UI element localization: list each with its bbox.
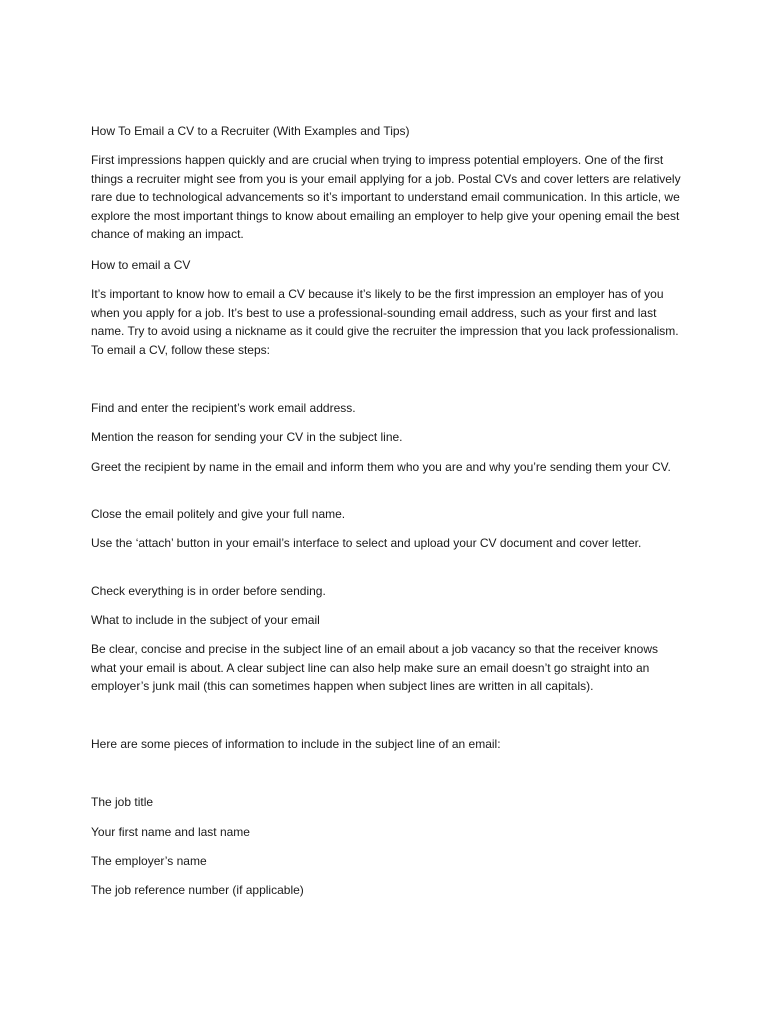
intro-paragraph: First impressions happen quickly and are crucial when trying to impress potential employers. One of the first things a recruiter might see from you is your email applying for a job. Postal CVs and cover letters are relatively rare due to technological advancements so it’s important to understand email communication. In this article, we explore the most important things to know about emailing an employer to help give your opening email the best chance of making an impact. xyxy=(91,153,681,241)
step-item: Mention the reason for sending your CV in the subject line. xyxy=(91,430,403,444)
section-heading-subject: What to include in the subject of your email xyxy=(91,613,320,627)
step-item: Use the ‘attach’ button in your email’s interface to select and upload your CV document and cover letter. xyxy=(91,536,642,550)
step-item: Greet the recipient by name in the email and inform them who you are and why you’re sending them your CV. xyxy=(91,460,671,474)
subject-lead-paragraph: Here are some pieces of information to include in the subject line of an email: xyxy=(91,737,501,751)
subject-item: The job reference number (if applicable) xyxy=(91,883,304,897)
document-title: How To Email a CV to a Recruiter (With Examples and Tips) xyxy=(91,124,410,138)
section-heading-how-to-email: How to email a CV xyxy=(91,258,191,272)
subject-paragraph: Be clear, concise and precise in the subject line of an email about a job vacancy so that the receiver knows what your email is about. A clear subject line can also help make sure an email doesn’t go straight into an employer’s junk mail (this can sometimes happen when subject lines are written in all capitals). xyxy=(91,642,658,693)
subject-item: The job title xyxy=(91,795,154,809)
subject-item: Your first name and last name xyxy=(91,825,250,839)
how-to-email-paragraph: It’s important to know how to email a CV because it’s likely to be the first impression an employer has of you when you apply for a job. It’s best to use a professional-sounding email address, such as your first and last name. Try to avoid using a nickname as it could give the recruiter the impression that you lack professionalism. To email a CV, follow these steps: xyxy=(91,287,679,357)
step-item: Check everything is in order before sending. xyxy=(91,584,326,598)
step-item: Close the email politely and give your full name. xyxy=(91,507,346,521)
subject-item: The employer’s name xyxy=(91,854,207,868)
step-item: Find and enter the recipient’s work email address. xyxy=(91,401,356,415)
